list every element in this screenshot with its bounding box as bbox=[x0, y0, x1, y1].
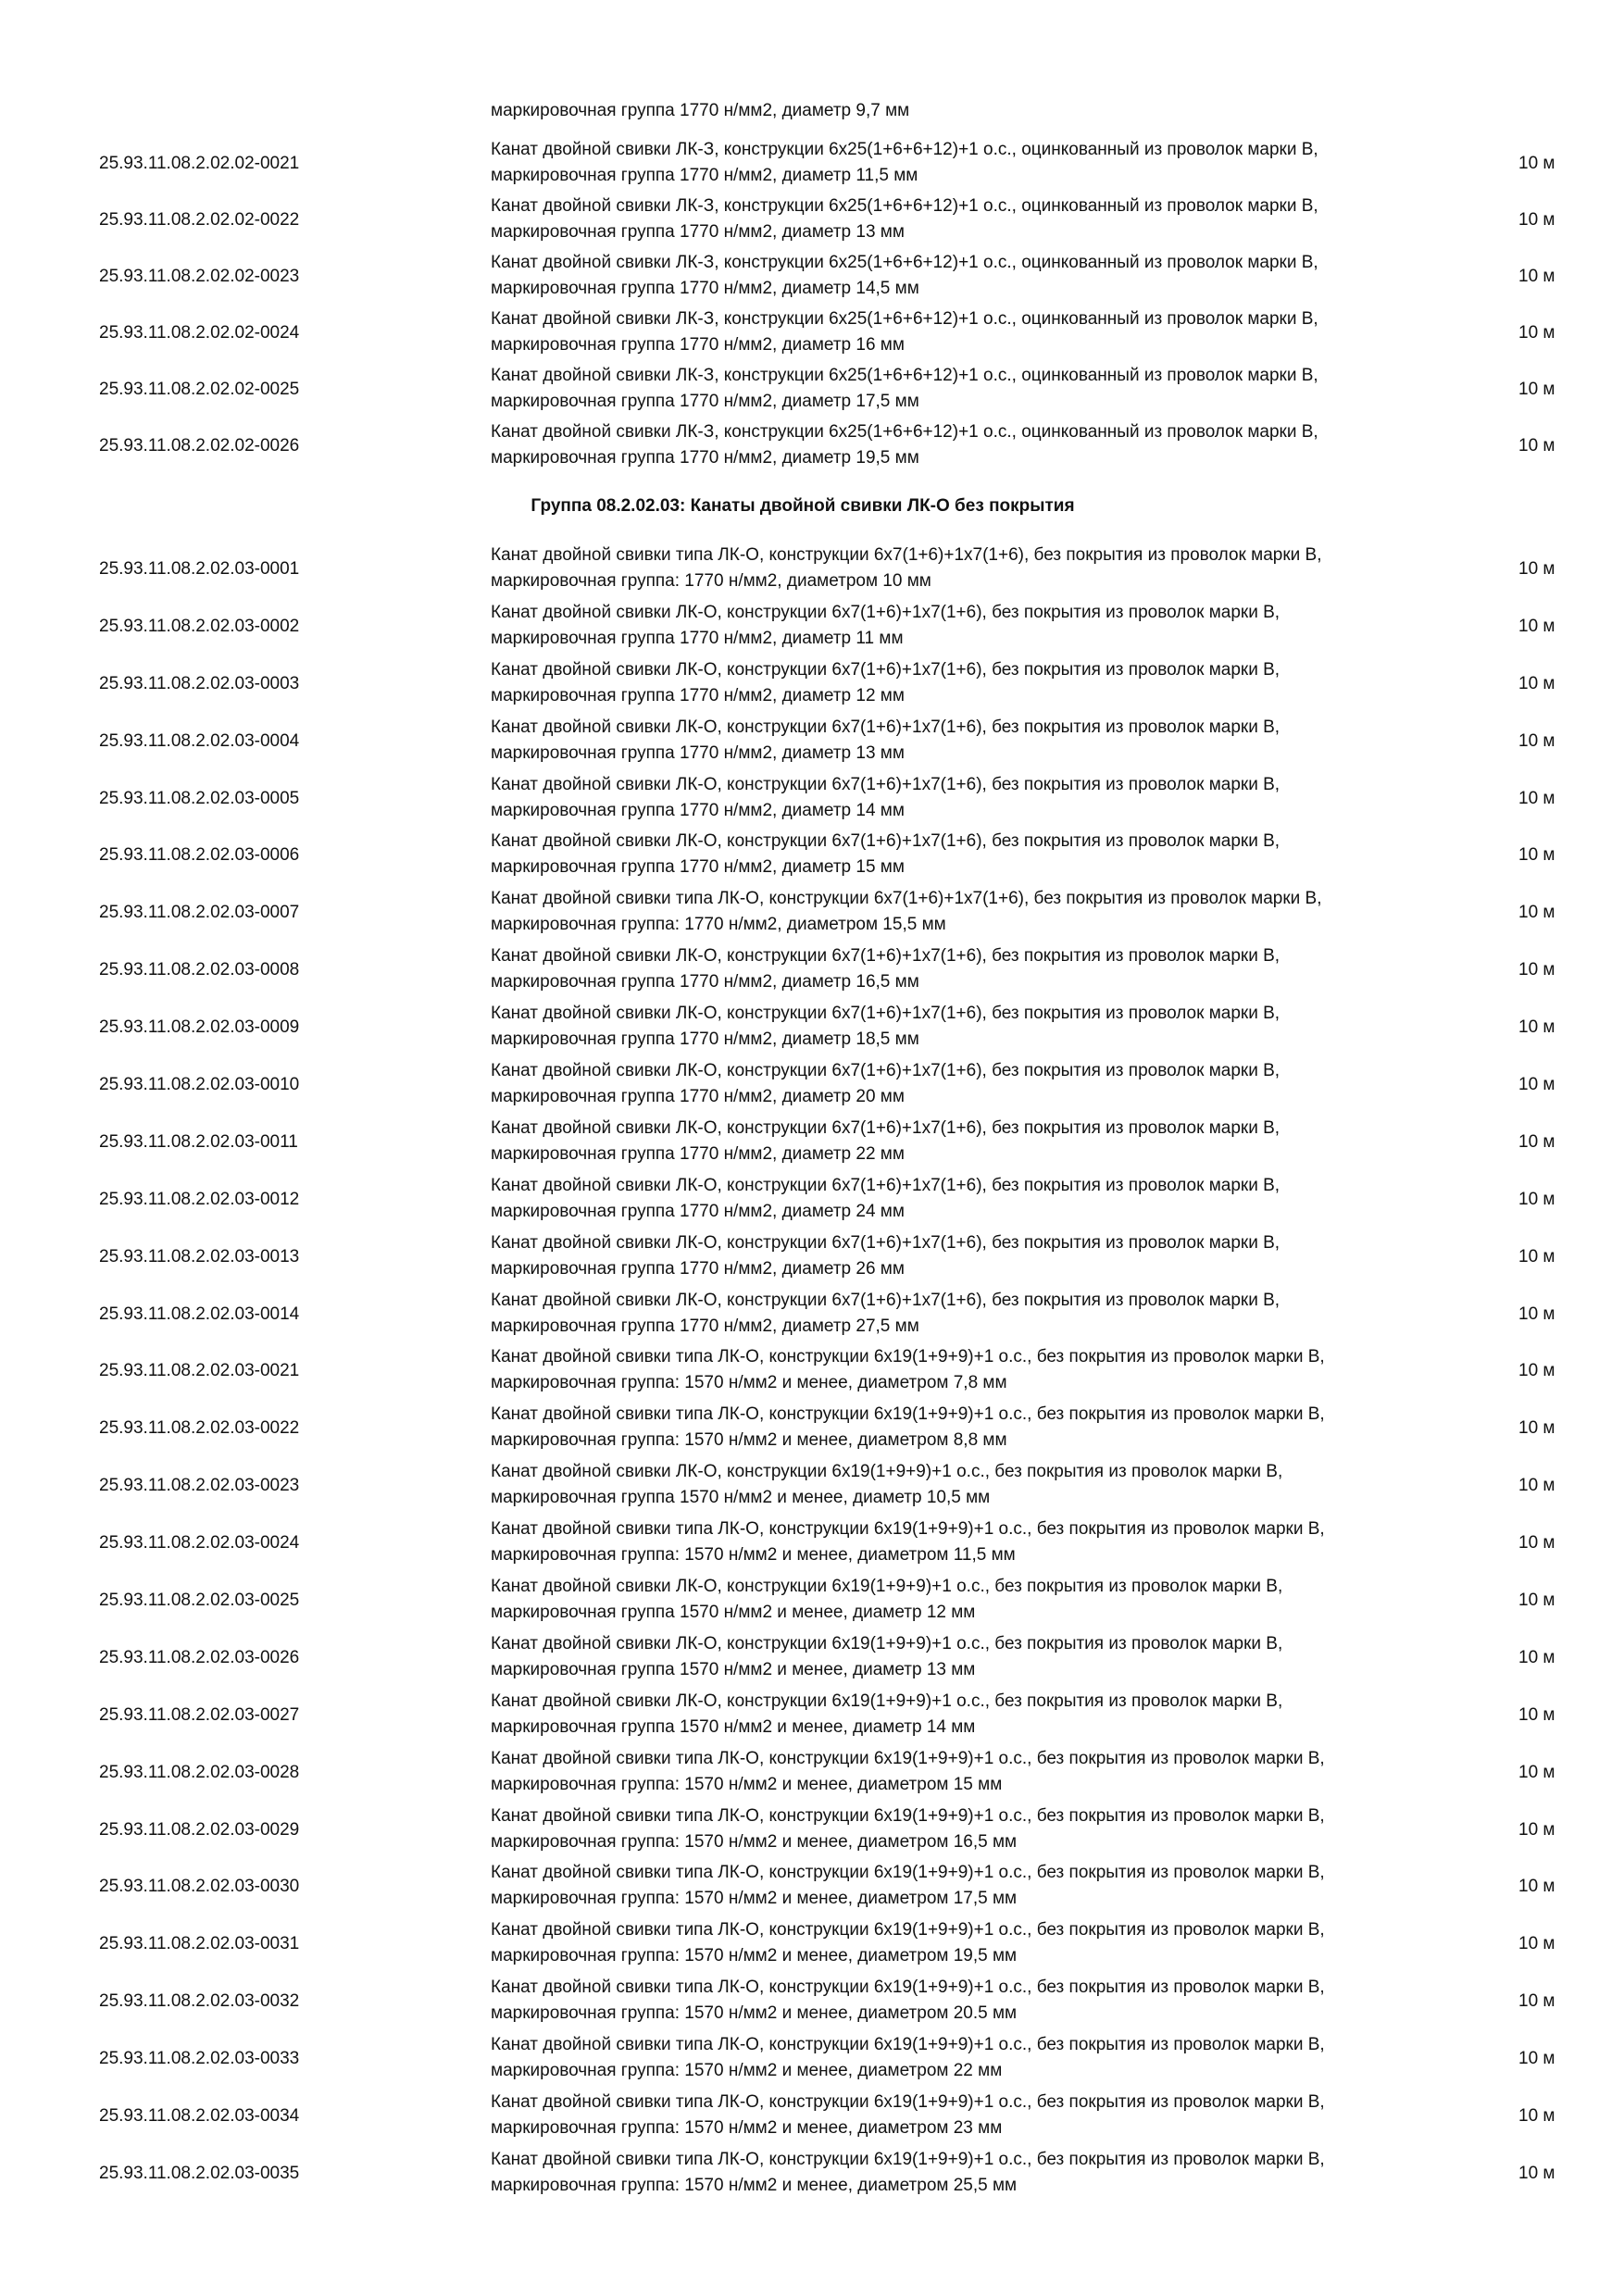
row-unit: 10 м bbox=[1518, 2105, 1555, 2126]
row-unit: 10 м bbox=[1518, 1704, 1555, 1725]
table-row bbox=[0, 1687, 1624, 1744]
row-unit: 10 м bbox=[1518, 558, 1555, 579]
row-description-line-2: маркировочная группа: 1770 н/мм2, диаметром 15,5 мм bbox=[491, 915, 946, 935]
table-row bbox=[0, 1400, 1624, 1457]
row-code: 25.93.11.08.2.02.03-0010 bbox=[99, 1074, 300, 1094]
row-description-line-2: маркировочная группа: 1570 н/мм2 и менее, диаметром 23 мм bbox=[491, 2118, 1003, 2139]
row-description-line-2: маркировочная группа 1770 н/мм2, диаметр 15 мм bbox=[491, 857, 905, 878]
row-description bbox=[491, 2032, 1491, 2084]
row-description-line-1: Канат двойной свивки ЛК-О, конструкции 6х7(1+6)+1х7(1+6), без покрытия из проволок марки В, bbox=[491, 774, 1280, 794]
row-unit: 10 м bbox=[1518, 153, 1555, 173]
row-code: 25.93.11.08.2.02.03-0032 bbox=[99, 1991, 300, 2012]
row-description-line-1: Канат двойной свивки ЛК-О, конструкции 6х7(1+6)+1х7(1+6), без покрытия из проволок марки В, bbox=[491, 831, 1280, 852]
row-description-line-2: маркировочная группа 1570 н/мм2 и менее, диаметр 10,5 мм bbox=[491, 1488, 991, 1508]
table-row bbox=[0, 713, 1624, 770]
row-code: 25.93.11.08.2.02.03-0014 bbox=[99, 1304, 300, 1324]
row-code: 25.93.11.08.2.02.03-0029 bbox=[99, 1819, 300, 1840]
row-description-line-2: маркировочная группа 1770 н/мм2, диаметр 18,5 мм bbox=[491, 1029, 919, 1050]
row-description-line-1: Канат двойной свивки ЛК-З, конструкции 6х25(1+6+6+12)+1 о.с., оцинкованный из проволок марки В, bbox=[491, 422, 1318, 442]
row-unit: 10 м bbox=[1518, 1762, 1555, 1782]
row-unit: 10 м bbox=[1518, 1246, 1555, 1267]
row-description-line-2: маркировочная группа 1770 н/мм2, диаметр 16,5 мм bbox=[491, 972, 919, 992]
row-description bbox=[491, 1803, 1491, 1855]
row-description bbox=[491, 306, 1491, 358]
row-description-line-2: маркировочная группа: 1570 н/мм2 и менее, диаметром 15 мм bbox=[491, 1774, 1003, 1794]
row-description-line-1: Канат двойной свивки ЛК-О, конструкции 6х7(1+6)+1х7(1+6), без покрытия из проволок марки В, bbox=[491, 946, 1280, 967]
table-row bbox=[0, 999, 1624, 1056]
row-description bbox=[491, 2090, 1491, 2141]
row-description-line-2: маркировочная группа 1770 н/мм2, диаметр 26 мм bbox=[491, 1258, 905, 1279]
row-description-line-2: маркировочная группа: 1570 н/мм2 и менее, диаметром 25,5 мм bbox=[491, 2175, 1018, 2195]
group-heading bbox=[0, 496, 1624, 517]
row-description bbox=[491, 1058, 1491, 1110]
row-description-line-2: маркировочная группа 1770 н/мм2, диаметр 14 мм bbox=[491, 800, 905, 820]
group-heading-text: Группа 08.2.02.03: Канаты двойной свивки ЛК-О без покрытия bbox=[531, 496, 1075, 516]
row-code: 25.93.11.08.2.02.03-0022 bbox=[99, 1418, 300, 1439]
row-code: 25.93.11.08.2.02.03-0025 bbox=[99, 1590, 300, 1610]
row-description-line-1: Канат двойной свивки типа ЛК-О, конструкции 6х19(1+9+9)+1 о.с., без покрытия из проволок марки В, bbox=[491, 2149, 1325, 2169]
row-description-line-2: маркировочная группа 1770 н/мм2, диаметр 14,5 мм bbox=[491, 279, 919, 298]
table-row bbox=[0, 1286, 1624, 1343]
row-code: 25.93.11.08.2.02.02-0025 bbox=[99, 379, 300, 399]
row-description-line-2: маркировочная группа 1770 н/мм2, диаметр 11,5 мм bbox=[491, 166, 918, 185]
table-row bbox=[0, 1629, 1624, 1687]
row-description bbox=[491, 193, 1491, 245]
row-unit: 10 м bbox=[1518, 1361, 1555, 1381]
row-description-line-1: Канат двойной свивки ЛК-З, конструкции 6х25(1+6+6+12)+1 о.с., оцинкованный из проволок марки В, bbox=[491, 366, 1318, 385]
table-row bbox=[0, 1171, 1624, 1229]
row-unit: 10 м bbox=[1518, 1934, 1555, 1954]
row-code: 25.93.11.08.2.02.02-0022 bbox=[99, 209, 300, 230]
row-description-line-1: Канат двойной свивки типа ЛК-О, конструкции 6х7(1+6)+1х7(1+6), без покрытия из проволок марки В, bbox=[491, 545, 1322, 565]
row-description-line-2: маркировочная группа 1770 н/мм2, диаметр 13 мм bbox=[491, 742, 905, 763]
table-row bbox=[0, 361, 1624, 418]
row-code: 25.93.11.08.2.02.03-0021 bbox=[99, 1361, 300, 1381]
row-code: 25.93.11.08.2.02.03-0008 bbox=[99, 960, 300, 980]
row-unit: 10 м bbox=[1518, 1017, 1555, 1038]
continuation-line: маркировочная группа 1770 н/мм2, диаметр 9,7 мм bbox=[491, 101, 910, 120]
table-row bbox=[0, 305, 1624, 361]
row-description-line-2: маркировочная группа 1770 н/мм2, диаметр 20 мм bbox=[491, 1087, 905, 1107]
row-description-line-1: Канат двойной свивки типа ЛК-О, конструкции 6х7(1+6)+1х7(1+6), без покрытия из проволок марки В, bbox=[491, 889, 1322, 909]
row-description-line-2: маркировочная группа: 1570 н/мм2 и менее, диаметром 7,8 мм bbox=[491, 1373, 1007, 1393]
row-description bbox=[491, 1746, 1491, 1798]
row-unit: 10 м bbox=[1518, 1189, 1555, 1209]
row-description-line-2: маркировочная группа 1770 н/мм2, диаметр 19,5 мм bbox=[491, 448, 919, 468]
row-unit: 10 м bbox=[1518, 845, 1555, 866]
table-row bbox=[0, 541, 1624, 598]
row-description-line-1: Канат двойной свивки типа ЛК-О, конструкции 6х19(1+9+9)+1 о.с., без покрытия из проволок марки В, bbox=[491, 1748, 1325, 1768]
row-code: 25.93.11.08.2.02.03-0012 bbox=[99, 1189, 300, 1209]
row-code: 25.93.11.08.2.02.02-0021 bbox=[99, 153, 300, 173]
row-code: 25.93.11.08.2.02.03-0033 bbox=[99, 2049, 300, 2069]
table-row bbox=[0, 598, 1624, 655]
table-row bbox=[0, 884, 1624, 942]
row-unit: 10 м bbox=[1518, 2049, 1555, 2069]
row-description-line-1: Канат двойной свивки ЛК-О, конструкции 6х7(1+6)+1х7(1+6), без покрытия из проволок марки В, bbox=[491, 1290, 1280, 1310]
table-row bbox=[0, 1915, 1624, 1973]
row-description-line-2: маркировочная группа 1770 н/мм2, диаметр 22 мм bbox=[491, 1143, 905, 1164]
row-code: 25.93.11.08.2.02.03-0026 bbox=[99, 1647, 300, 1667]
row-unit: 10 м bbox=[1518, 1304, 1555, 1324]
row-description bbox=[491, 1574, 1491, 1626]
table-row bbox=[0, 1515, 1624, 1572]
row-description-line-1: Канат двойной свивки ЛК-О, конструкции 6х7(1+6)+1х7(1+6), без покрытия из проволок марки В, bbox=[491, 1232, 1280, 1253]
table-row bbox=[0, 1973, 1624, 2030]
row-code: 25.93.11.08.2.02.03-0028 bbox=[99, 1762, 300, 1782]
row-description bbox=[491, 543, 1491, 594]
row-description-line-1: Канат двойной свивки ЛК-З, конструкции 6х25(1+6+6+12)+1 о.с., оцинкованный из проволок марки В, bbox=[491, 196, 1318, 216]
row-description bbox=[491, 1230, 1491, 1282]
row-unit: 10 м bbox=[1518, 1131, 1555, 1152]
row-unit: 10 м bbox=[1518, 960, 1555, 980]
row-unit: 10 м bbox=[1518, 730, 1555, 751]
table-row bbox=[0, 1229, 1624, 1286]
row-code: 25.93.11.08.2.02.03-0001 bbox=[99, 558, 300, 579]
row-description-line-2: маркировочная группа: 1570 н/мм2 и менее, диаметром 8,8 мм bbox=[491, 1430, 1007, 1451]
table-row bbox=[0, 655, 1624, 713]
row-code: 25.93.11.08.2.02.03-0034 bbox=[99, 2105, 300, 2126]
table-row bbox=[0, 2145, 1624, 2202]
row-description-line-2: маркировочная группа 1770 н/мм2, диаметр 13 мм bbox=[491, 222, 905, 242]
row-code: 25.93.11.08.2.02.03-0023 bbox=[99, 1476, 300, 1496]
row-unit: 10 м bbox=[1518, 1476, 1555, 1496]
row-description bbox=[491, 1860, 1491, 1912]
table-row bbox=[0, 1744, 1624, 1802]
row-description-line-2: маркировочная группа: 1770 н/мм2, диаметром 10 мм bbox=[491, 571, 931, 591]
row-description-line-2: маркировочная группа: 1570 н/мм2 и менее, диаметром 11,5 мм bbox=[491, 1545, 1016, 1566]
row-description bbox=[491, 1631, 1491, 1683]
row-description bbox=[491, 657, 1491, 709]
row-description bbox=[491, 772, 1491, 824]
row-description-line-2: маркировочная группа 1570 н/мм2 и менее, диаметр 13 мм bbox=[491, 1659, 976, 1679]
row-code: 25.93.11.08.2.02.02-0026 bbox=[99, 435, 300, 455]
row-code: 25.93.11.08.2.02.03-0030 bbox=[99, 1877, 300, 1897]
row-code: 25.93.11.08.2.02.03-0035 bbox=[99, 2163, 300, 2183]
row-description bbox=[491, 419, 1491, 471]
table-row bbox=[0, 1457, 1624, 1515]
row-code: 25.93.11.08.2.02.03-0027 bbox=[99, 1704, 300, 1725]
row-code: 25.93.11.08.2.02.03-0003 bbox=[99, 673, 300, 693]
row-description bbox=[491, 1689, 1491, 1741]
row-description-line-2: маркировочная группа: 1570 н/мм2 и менее, диаметром 16,5 мм bbox=[491, 1831, 1018, 1852]
table-row bbox=[0, 942, 1624, 999]
table-row bbox=[0, 1802, 1624, 1859]
row-description bbox=[491, 1402, 1491, 1454]
row-code: 25.93.11.08.2.02.03-0031 bbox=[99, 1934, 300, 1954]
table-row bbox=[0, 770, 1624, 828]
row-description bbox=[491, 2147, 1491, 2199]
table-row bbox=[0, 2088, 1624, 2145]
table-row bbox=[0, 418, 1624, 474]
row-description bbox=[491, 137, 1491, 189]
table-group-08-2-02-03 bbox=[0, 541, 1624, 2202]
row-unit: 10 м bbox=[1518, 266, 1555, 286]
row-unit: 10 м bbox=[1518, 1590, 1555, 1610]
row-description bbox=[491, 1173, 1491, 1225]
row-code: 25.93.11.08.2.02.03-0013 bbox=[99, 1246, 300, 1267]
row-description bbox=[491, 250, 1491, 302]
row-description-line-1: Канат двойной свивки ЛК-О, конструкции 6х19(1+9+9)+1 о.с., без покрытия из проволок марки В, bbox=[491, 1577, 1283, 1597]
row-description-line-1: Канат двойной свивки ЛК-О, конструкции 6х19(1+9+9)+1 о.с., без покрытия из проволок марки В, bbox=[491, 1462, 1283, 1482]
row-description bbox=[491, 363, 1491, 415]
row-code: 25.93.11.08.2.02.03-0009 bbox=[99, 1017, 300, 1038]
row-description-line-2: маркировочная группа: 1570 н/мм2 и менее, диаметром 20.5 мм bbox=[491, 2003, 1018, 2024]
row-description-line-1: Канат двойной свивки типа ЛК-О, конструкции 6х19(1+9+9)+1 о.с., без покрытия из проволок марки В, bbox=[491, 1519, 1325, 1540]
row-description bbox=[491, 1917, 1491, 1969]
row-description-line-1: Канат двойной свивки типа ЛК-О, конструкции 6х19(1+9+9)+1 о.с., без покрытия из проволок марки В, bbox=[491, 1805, 1325, 1826]
row-unit: 10 м bbox=[1518, 435, 1555, 455]
row-description-line-1: Канат двойной свивки ЛК-О, конструкции 6х19(1+9+9)+1 о.с., без покрытия из проволок марки В, bbox=[491, 1633, 1283, 1653]
row-code: 25.93.11.08.2.02.03-0007 bbox=[99, 903, 300, 923]
row-code: 25.93.11.08.2.02.02-0023 bbox=[99, 266, 300, 286]
row-unit: 10 м bbox=[1518, 788, 1555, 808]
row-description bbox=[491, 1344, 1491, 1396]
row-description-line-1: Канат двойной свивки ЛК-З, конструкции 6х25(1+6+6+12)+1 о.с., оцинкованный из проволок марки В, bbox=[491, 140, 1318, 159]
table-row bbox=[0, 1858, 1624, 1915]
row-unit: 10 м bbox=[1518, 673, 1555, 693]
row-unit: 10 м bbox=[1518, 903, 1555, 923]
row-description-line-1: Канат двойной свивки ЛК-О, конструкции 6х7(1+6)+1х7(1+6), без покрытия из проволок марки В, bbox=[491, 1061, 1280, 1081]
row-description-line-1: Канат двойной свивки типа ЛК-О, конструкции 6х19(1+9+9)+1 о.с., без покрытия из проволок марки В, bbox=[491, 1863, 1325, 1883]
row-description bbox=[491, 886, 1491, 938]
row-description-line-1: Канат двойной свивки типа ЛК-О, конструкции 6х19(1+9+9)+1 о.с., без покрытия из проволок марки В, bbox=[491, 1404, 1325, 1425]
row-code: 25.93.11.08.2.02.03-0005 bbox=[99, 788, 300, 808]
row-description-line-1: Канат двойной свивки типа ЛК-О, конструкции 6х19(1+9+9)+1 о.с., без покрытия из проволок марки В, bbox=[491, 2035, 1325, 2055]
row-description-line-2: маркировочная группа 1770 н/мм2, диаметр 24 мм bbox=[491, 1201, 905, 1221]
row-unit: 10 м bbox=[1518, 1647, 1555, 1667]
table-row bbox=[0, 1572, 1624, 1629]
table-row bbox=[0, 1056, 1624, 1114]
table-row bbox=[0, 135, 1624, 192]
row-description-line-2: маркировочная группа: 1570 н/мм2 и менее, диаметром 17,5 мм bbox=[491, 1889, 1018, 1909]
row-unit: 10 м bbox=[1518, 1877, 1555, 1897]
row-unit: 10 м bbox=[1518, 2163, 1555, 2183]
row-description-line-1: Канат двойной свивки ЛК-О, конструкции 6х7(1+6)+1х7(1+6), без покрытия из проволок марки В, bbox=[491, 602, 1280, 622]
row-description-line-1: Канат двойной свивки типа ЛК-О, конструкции 6х19(1+9+9)+1 о.с., без покрытия из проволок марки В, bbox=[491, 1978, 1325, 1998]
row-description-line-1: Канат двойной свивки ЛК-З, конструкции 6х25(1+6+6+12)+1 о.с., оцинкованный из проволок марки В, bbox=[491, 253, 1318, 272]
row-code: 25.93.11.08.2.02.03-0002 bbox=[99, 616, 300, 636]
row-unit: 10 м bbox=[1518, 1991, 1555, 2012]
row-description-line-1: Канат двойной свивки ЛК-О, конструкции 6х19(1+9+9)+1 о.с., без покрытия из проволок марки В, bbox=[491, 1691, 1283, 1711]
row-description bbox=[491, 1288, 1491, 1340]
row-unit: 10 м bbox=[1518, 616, 1555, 636]
row-description bbox=[491, 600, 1491, 652]
table-row bbox=[0, 248, 1624, 305]
row-description-line-1: Канат двойной свивки ЛК-О, конструкции 6х7(1+6)+1х7(1+6), без покрытия из проволок марки В, bbox=[491, 717, 1280, 737]
row-description bbox=[491, 943, 1491, 995]
row-description bbox=[491, 1975, 1491, 2027]
row-unit: 10 м bbox=[1518, 1533, 1555, 1554]
row-description bbox=[491, 1516, 1491, 1568]
row-description bbox=[491, 1116, 1491, 1167]
row-code: 25.93.11.08.2.02.03-0024 bbox=[99, 1533, 300, 1554]
row-description-line-1: Канат двойной свивки ЛК-О, конструкции 6х7(1+6)+1х7(1+6), без покрытия из проволок марки В, bbox=[491, 659, 1280, 680]
row-description bbox=[491, 1459, 1491, 1511]
row-description-line-1: Канат двойной свивки ЛК-З, конструкции 6х25(1+6+6+12)+1 о.с., оцинкованный из проволок марки В, bbox=[491, 309, 1318, 329]
row-unit: 10 м bbox=[1518, 1418, 1555, 1439]
row-description bbox=[491, 829, 1491, 880]
row-description-line-2: маркировочная группа 1570 н/мм2 и менее, диаметр 14 мм bbox=[491, 1716, 976, 1737]
row-description bbox=[491, 715, 1491, 767]
row-code: 25.93.11.08.2.02.03-0006 bbox=[99, 845, 300, 866]
row-description-line-1: Канат двойной свивки ЛК-О, конструкции 6х7(1+6)+1х7(1+6), без покрытия из проволок марки В, bbox=[491, 1117, 1280, 1138]
row-unit: 10 м bbox=[1518, 1074, 1555, 1094]
row-unit: 10 м bbox=[1518, 209, 1555, 230]
row-description-line-2: маркировочная группа 1770 н/мм2, диаметр 17,5 мм bbox=[491, 392, 919, 411]
row-description-line-2: маркировочная группа 1770 н/мм2, диаметр 16 мм bbox=[491, 335, 905, 355]
row-description-line-1: Канат двойной свивки типа ЛК-О, конструкции 6х19(1+9+9)+1 о.с., без покрытия из проволок марки В, bbox=[491, 1347, 1325, 1367]
table-row bbox=[0, 1114, 1624, 1171]
row-description bbox=[491, 1001, 1491, 1053]
row-unit: 10 м bbox=[1518, 1819, 1555, 1840]
row-description-line-2: маркировочная группа: 1570 н/мм2 и менее, диаметром 19,5 мм bbox=[491, 1946, 1018, 1966]
row-description-line-2: маркировочная группа 1770 н/мм2, диаметр 11 мм bbox=[491, 628, 904, 648]
table-group-08-2-02-02 bbox=[0, 135, 1624, 474]
table-row bbox=[0, 827, 1624, 884]
table-row bbox=[0, 1342, 1624, 1400]
row-description-line-2: маркировочная группа 1770 н/мм2, диаметр 12 мм bbox=[491, 685, 905, 705]
row-description-line-1: Канат двойной свивки ЛК-О, конструкции 6х7(1+6)+1х7(1+6), без покрытия из проволок марки В, bbox=[491, 1175, 1280, 1195]
row-description-line-2: маркировочная группа 1770 н/мм2, диаметр 27,5 мм bbox=[491, 1316, 919, 1336]
table-row bbox=[0, 192, 1624, 248]
row-description-line-2: маркировочная группа: 1570 н/мм2 и менее, диаметром 22 мм bbox=[491, 2061, 1003, 2081]
row-description-line-1: Канат двойной свивки типа ЛК-О, конструкции 6х19(1+9+9)+1 о.с., без покрытия из проволок марки В, bbox=[491, 1920, 1325, 1940]
row-code: 25.93.11.08.2.02.03-0004 bbox=[99, 730, 300, 751]
row-description-line-2: маркировочная группа 1570 н/мм2 и менее, диаметр 12 мм bbox=[491, 1603, 976, 1623]
row-code: 25.93.11.08.2.02.02-0024 bbox=[99, 322, 300, 343]
table-row bbox=[0, 2030, 1624, 2088]
row-unit: 10 м bbox=[1518, 379, 1555, 399]
row-unit: 10 м bbox=[1518, 322, 1555, 343]
row-description-line-1: Канат двойной свивки ЛК-О, конструкции 6х7(1+6)+1х7(1+6), без покрытия из проволок марки В, bbox=[491, 1004, 1280, 1024]
row-description-line-1: Канат двойной свивки типа ЛК-О, конструкции 6х19(1+9+9)+1 о.с., без покрытия из проволок марки В, bbox=[491, 2092, 1325, 2113]
row-code: 25.93.11.08.2.02.03-0011 bbox=[99, 1131, 298, 1152]
